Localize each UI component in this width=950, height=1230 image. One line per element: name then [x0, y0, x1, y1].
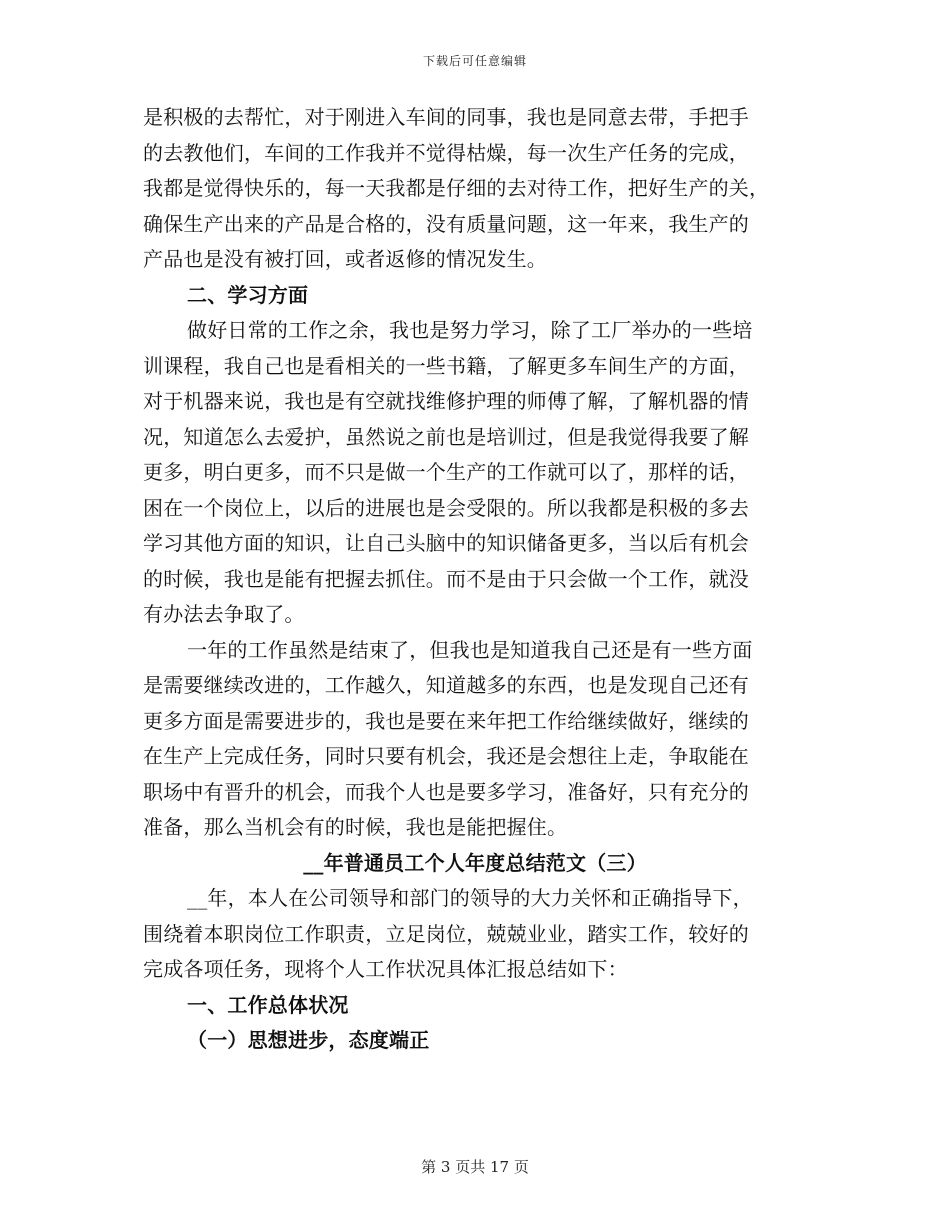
text-line: 确保生产出来的产品是合格的，没有质量问题，这一年来，我生产的: [143, 211, 749, 236]
document-body: [143, 100, 807, 1059]
text-line: 学习其他方面的知识，让自己头脑中的知识储备更多，当以后有机会: [143, 531, 749, 555]
text-line: 我都是觉得快乐的，每一天我都是仔细的去对待工作，把好生产的关，: [143, 176, 770, 200]
text-line: 对于机器来说，我也是有空就找维修护理的师傅了解，了解机器的情: [143, 389, 749, 413]
section-heading: __年普通员工个人年度总结范文（三）: [303, 850, 647, 875]
text-line: __年，本人在公司领导和部门的领导的大力关怀和正确指导下，: [187, 886, 753, 910]
text-line: 的去教他们，车间的工作我并不觉得枯燥，每一次生产任务的完成，: [143, 140, 749, 165]
text-line: 况，知道怎么去爱护，虽然说之前也是培训过，但是我觉得我要了解: [143, 424, 749, 449]
text-line: 是需要继续改进的，工作越久，知道越多的东西，也是发现自己还有: [143, 673, 749, 697]
text-line: 准备，那么当机会有的时候，我也是能把握住。: [143, 815, 568, 839]
page-footer: 第 3 页共 17 页: [421, 1158, 529, 1176]
text-line: 一年的工作虽然是结束了，但我也是知道我自己还是有一些方面: [187, 637, 753, 662]
text-line: 产品也是没有被打回，或者返修的情况发生。: [143, 247, 547, 271]
section-heading: 一、工作总体状况: [187, 992, 349, 1017]
text-line: 围绕着本职岗位工作职责，立足岗位，兢兢业业，踏实工作，较好的: [143, 921, 749, 946]
text-line: 更多方面是需要进步的，我也是要在来年把工作给继续做好，继续的: [143, 708, 749, 733]
section-heading: （一）思想进步，态度端正: [187, 1028, 430, 1052]
text-line: 在生产上完成任务，同时只要有机会，我还是会想往上走，争取能在: [143, 744, 749, 768]
text-line: 完成各项任务，现将个人工作状况具体汇报总结如下：: [143, 957, 628, 981]
section-heading: 二、学习方面: [187, 282, 309, 307]
text-line: 做好日常的工作之余，我也是努力学习，除了工厂举办的一些培: [187, 318, 753, 342]
text-line: 是积极的去帮忙，对于刚进入车间的同事，我也是同意去带，手把手: [143, 105, 749, 129]
page-header: 下载后可任意编辑: [422, 54, 527, 68]
text-line: 训课程，我自己也是看相关的一些书籍，了解更多车间生产的方面，: [143, 353, 749, 378]
text-line: 的时候，我也是能有把握去抓住。而不是由于只会做一个工作，就没: [143, 566, 749, 591]
text-line: 有办法去争取了。: [143, 602, 305, 626]
text-line: 更多，明白更多，而不只是做一个生产的工作就可以了，那样的话，: [143, 460, 749, 484]
text-line: 职场中有晋升的机会，而我个人也是要多学习，准备好，只有充分的: [143, 779, 749, 804]
text-line: 困在一个岗位上，以后的进展也是会受限的。所以我都是积极的多去: [143, 495, 749, 520]
